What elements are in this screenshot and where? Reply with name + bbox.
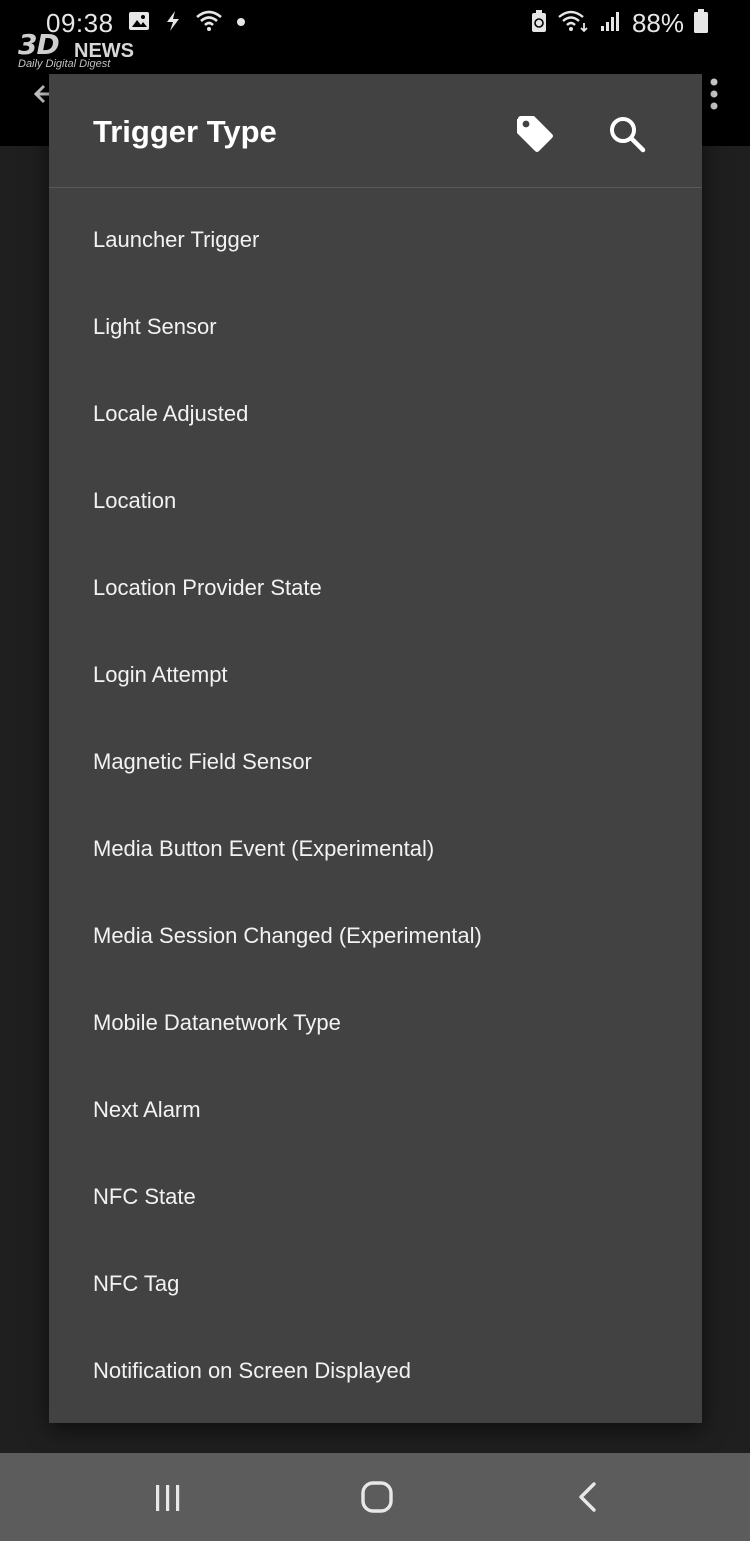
trigger-type-dialog <box>49 74 702 1423</box>
status-time: 09:38 <box>46 7 114 38</box>
list-item[interactable]: NFC Tag <box>93 1270 180 1296</box>
list-item[interactable]: Login Attempt <box>93 661 228 687</box>
list-item[interactable]: Light Sensor <box>93 313 217 339</box>
tag-icon[interactable] <box>513 112 557 156</box>
list-item[interactable]: Locale Adjusted <box>93 400 249 426</box>
watermark <box>18 28 158 74</box>
list-item[interactable]: Media Button Event (Experimental) <box>93 835 435 861</box>
trigger-list <box>49 196 702 1414</box>
battery-saver-icon <box>530 9 548 38</box>
more-vert-icon[interactable] <box>706 76 722 112</box>
wifi-calling-icon <box>558 9 590 38</box>
list-item[interactable]: Notification on Screen Displayed <box>93 1357 411 1383</box>
status-right <box>530 6 708 40</box>
list-item[interactable]: Mobile Datanetwork Type <box>93 1009 341 1035</box>
list-item[interactable]: Location <box>93 487 177 513</box>
signal-icon <box>600 10 622 37</box>
list-item[interactable]: Magnetic Field Sensor <box>93 748 312 774</box>
battery-icon <box>694 9 708 38</box>
navigation-bar <box>0 1453 750 1541</box>
watermark-brand: NEWS <box>74 40 134 62</box>
search-icon[interactable] <box>605 112 649 156</box>
watermark-tagline: Daily Digital Digest <box>18 58 111 70</box>
list-item[interactable]: Launcher Trigger <box>93 226 260 252</box>
wifi-icon <box>196 10 222 37</box>
watermark-logo: 3D <box>18 28 59 61</box>
dot-icon <box>236 14 246 32</box>
dialog-header <box>49 74 702 188</box>
dialog-title: Trigger Type <box>93 114 277 149</box>
back-icon[interactable] <box>566 1475 610 1519</box>
battery-percent: 88% <box>631 7 684 38</box>
list-item[interactable]: Location Provider State <box>93 574 322 600</box>
flash-icon <box>164 10 182 37</box>
list-item[interactable]: NFC State <box>93 1183 196 1209</box>
list-item[interactable]: Next Alarm <box>93 1096 201 1122</box>
list-item[interactable]: Media Session Changed (Experimental) <box>93 922 482 948</box>
home-icon[interactable] <box>355 1475 399 1519</box>
recents-icon[interactable] <box>146 1475 190 1519</box>
